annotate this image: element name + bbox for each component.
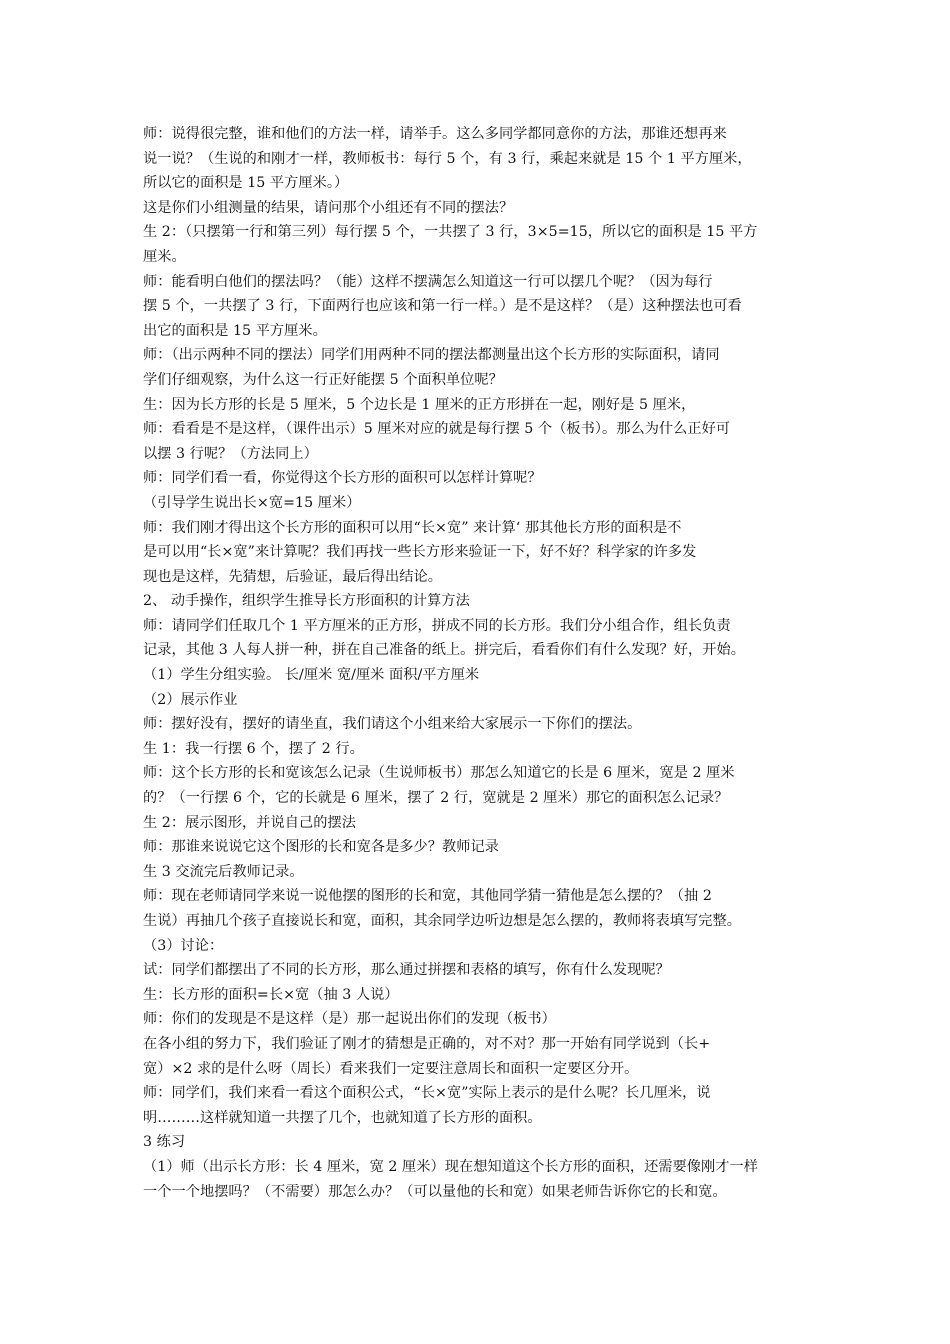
text-line: 师：请同学们任取几个 1 平方厘米的正方形，拼成不同的长方形。我们分小组合作，组长负责 (143, 617, 731, 634)
text-line: 3 练习 (143, 1134, 186, 1151)
paragraph (143, 220, 809, 269)
text-line: 生说）再抽几个孩子直接说长和宽，面积，其余同学边听边想是怎么摆的，教师将表填写完整。 (143, 913, 741, 929)
text-line: 师：这个长方形的长和宽该怎么记录（生说师板书）那怎么知道它的长是 6 厘米，宽是 2 厘米 (143, 765, 735, 782)
text-line: 师：你们的发现是不是这样（是）那一起说出你们的发现（板书） (143, 1011, 556, 1028)
text-line: 是可以用“长×宽”来计算呢？我们再找一些长方形来验证一下，好不好？科学家的许多发 (143, 544, 697, 561)
text-line: 2、 动手操作，组织学生推导长方形面积的计算方法 (143, 593, 470, 610)
text-line: 师：同学们，我们来看一看这个面积公式，“长×宽”实际上表示的是什么呢？长几厘米，说 (143, 1085, 711, 1102)
text-line: 生 2：（只摆第一行和第三列）每行摆 5 个，一共摆了 3 行，3×5=15，所以它的面积是 15 平方 (143, 224, 758, 241)
text-line: 师：（出示两种不同的摆法）同学们用两种不同的摆法都测量出这个长方形的实际面积，请同 (143, 347, 720, 364)
text-line: （2）展示作业 (143, 691, 238, 708)
text-line: 生：因为长方形的长是 5 厘米，5 个边长是 1 厘米的正方形拼在一起，刚好是 5 厘米， (143, 396, 696, 413)
paragraph (143, 1155, 809, 1204)
paragraph (143, 737, 809, 762)
paragraph (143, 614, 809, 663)
text-line: 学们仔细观察，为什么这一行正好能摆 5 个面积单位呢？ (143, 371, 503, 388)
paragraph (143, 811, 809, 836)
text-line: 以摆 3 行呢？（方法同上） (143, 445, 318, 462)
paragraph (143, 491, 809, 516)
text-line: 试：同学们都摆出了不同的长方形，那么通过拼摆和表格的填写，你有什么发现呢？ (143, 962, 670, 979)
text-line: 师：现在老师请同学来说一说他摆的图形的长和宽，其他同学猜一猜他是怎么摆的？（抽 2 (143, 888, 712, 905)
text-line: 师：我们刚才得出这个长方形的面积可以用“长×宽” 来计算‘ 那其他长方形的面积是不 (143, 519, 682, 536)
paragraph (143, 1081, 809, 1130)
paragraph (143, 835, 809, 860)
paragraph (143, 860, 809, 885)
paragraph (143, 270, 809, 344)
text-line: 的？（一行摆 6 个，它的长就是 6 厘米，摆了 2 行，宽就是 2 厘米）那它的面积怎么记录？ (143, 790, 729, 807)
text-line: 师：同学们看一看，你觉得这个长方形的面积可以怎样计算呢？ (143, 470, 542, 487)
document-body (143, 122, 809, 1204)
text-line: 现也是这样，先猜想，后验证，最后得出结论。 (143, 568, 442, 585)
text-line: 出它的面积是 15 平方厘米。 (143, 322, 327, 339)
text-line: （1）师（出示长方形：长 4 厘米，宽 2 厘米）现在想知道这个长方形的面积，还需要像刚才一样 (143, 1158, 758, 1175)
paragraph (143, 884, 809, 933)
text-line: 所以它的面积是 15 平方厘米。） (143, 175, 349, 192)
paragraph (143, 1032, 809, 1081)
text-line: 明………这样就知道一共摆了几个，也就知道了长方形的面积。 (143, 1109, 542, 1126)
text-line: 生 3 交流完后教师记录。 (143, 863, 304, 880)
paragraph (143, 663, 809, 688)
paragraph (143, 983, 809, 1008)
text-line: 师：那谁来说说它这个图形的长和宽各是多少？教师记录 (143, 839, 499, 856)
paragraph (143, 934, 809, 959)
text-line: 师：说得很完整，谁和他们的方法一样，请举手。这么多同学都同意你的方法，那谁还想再来 (143, 126, 727, 142)
text-line: 厘米。 (143, 248, 186, 265)
text-line: （3）讨论： (143, 937, 224, 954)
paragraph (143, 712, 809, 737)
paragraph (143, 958, 809, 983)
paragraph (143, 589, 809, 614)
paragraph (143, 122, 809, 196)
paragraph (143, 761, 809, 810)
paragraph (143, 688, 809, 713)
paragraph (143, 466, 809, 491)
text-line: 师：看看是不是这样，（课件出示）5 厘米对应的就是每行摆 5 个（板书）。那么为什么正好可 (143, 421, 731, 438)
text-line: 师：能看明白他们的摆法吗？（能）这样不摆满怎么知道这一行可以摆几个呢？（因为每行 (143, 273, 713, 290)
paragraph (143, 196, 809, 221)
text-line: （引导学生说出长×宽=15 厘米） (143, 494, 361, 511)
text-line: 师：摆好没有，摆好的请坐直，我们请这个小组来给大家展示一下你们的摆法。 (143, 716, 642, 733)
paragraph (143, 417, 809, 466)
text-line: 记录，其他 3 人每人拼一种，拼在自己准备的纸上。拼完后，看看你们有什么发现？好，开始。 (143, 642, 745, 659)
text-line: 生 1：我一行摆 6 个，摆了 2 行。 (143, 740, 364, 757)
paragraph (143, 343, 809, 392)
text-line: 这是你们小组测量的结果，请问那个小组还有不同的摆法？ (143, 199, 514, 216)
paragraph (143, 516, 809, 590)
text-line: 在各小组的努力下，我们验证了刚才的猜想是正确的，对不对？那一开始有同学说到（长+ (143, 1035, 711, 1052)
text-line: 生 2：展示图形，并说自己的摆法 (143, 814, 356, 831)
text-line: 说一说？（生说的和刚才一样，教师板书：每行 5 个，有 3 行，乘起来就是 15 个 1 平方厘米， (143, 150, 752, 167)
text-line: （1）学生分组实验。 长/厘米 宽/厘米 面积/平方厘米 (143, 667, 480, 684)
text-line: 生：长方形的面积=长×宽（抽 3 人说） (143, 986, 399, 1003)
paragraph (143, 393, 809, 418)
text-line: 摆 5 个，一共摆了 3 行，下面两行也应该和第一行一样。）是不是这样？（是）这种摆法也可看 (143, 298, 742, 315)
text-line: 一个一个地摆吗？（不需要）那怎么办？（可以量他的长和宽）如果老师告诉你它的长和宽。 (143, 1183, 727, 1200)
paragraph (143, 1130, 809, 1155)
text-line: 宽）×2 求的是什么呀（周长）看来我们一定要注意周长和面积一定要区分开。 (143, 1060, 639, 1077)
paragraph (143, 1007, 809, 1032)
